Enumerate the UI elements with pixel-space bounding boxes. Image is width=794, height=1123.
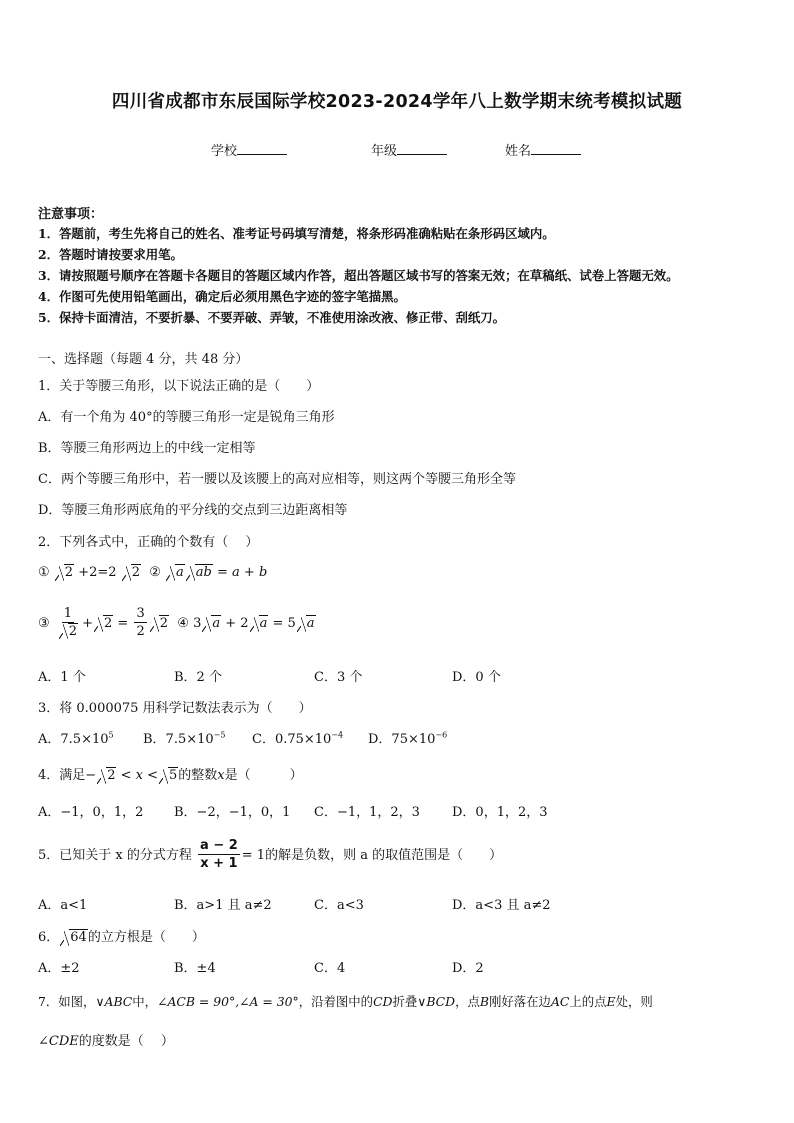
- q3-option-d: D．$75\times 10^{-6}$: [368, 730, 448, 747]
- sqrt-symbol: 2: [150, 616, 169, 631]
- notice-item: 3．请按照题号顺序在答题卡各题目的答题区域内作答，超出答题区域书写的答案无效；在草稿纸、试卷上答题无效。: [38, 268, 679, 283]
- expr-2-tail: = a + b: [217, 565, 268, 580]
- q1-option-d: D．等腰三角形两底角的平分线的交点到三边距离相等: [38, 503, 348, 518]
- q2-option-a: A．1 个: [38, 670, 86, 685]
- grade-label: 年级: [371, 144, 398, 159]
- expr-1-mid: +2=2: [78, 565, 117, 580]
- grade-field[interactable]: [371, 140, 447, 159]
- fraction: $\frac{3}{2}$: [136, 606, 145, 639]
- expr-2-mark: ②: [149, 565, 161, 580]
- sqrt-symbol: 2: [55, 565, 74, 580]
- q6-option-a: A．±2: [38, 961, 80, 976]
- sqrt-symbol: a: [166, 565, 185, 580]
- grade-blank[interactable]: [397, 142, 447, 155]
- q2-option-d: D．0 个: [452, 670, 501, 685]
- school-label: 学校: [211, 144, 238, 159]
- sqrt-symbol: a: [297, 616, 316, 631]
- q7-stem-line2: ∠CDE的度数是（ ）: [38, 1034, 174, 1049]
- q2-option-c: C．3 个: [314, 670, 363, 685]
- section-heading: 一、选择题（每题 4 分，共 48 分）: [38, 352, 249, 367]
- q5-option-d: D．a<3 且 a≠2: [452, 898, 551, 913]
- q2-stem: 2．下列各式中，正确的个数有（ ）: [38, 535, 259, 550]
- notice-item: 2．答题时请按要求用笔。: [38, 247, 183, 262]
- sqrt-symbol: a: [202, 616, 221, 631]
- sqrt-symbol: a: [250, 616, 269, 631]
- q4-option-d: D．0，1，2，3: [452, 805, 548, 820]
- fraction: $\frac{a - 2}{x + 1}$: [200, 838, 238, 871]
- sqrt-symbol: 2: [94, 616, 113, 631]
- sqrt-symbol: 2: [97, 768, 116, 783]
- q1-stem: 1．关于等腰三角形，以下说法正确的是（ ）: [38, 379, 320, 394]
- q6-option-d: D．2: [452, 961, 484, 976]
- expr-1-mark: ①: [38, 565, 50, 580]
- expr-4-mark: ④: [177, 616, 189, 631]
- q4-stem: 4．满足− 2 < x < 5的整数x是（ ）: [38, 768, 303, 783]
- notice-item: 4．作图可先使用铅笔画出，确定后必须用黑色字迹的签字笔描黑。: [38, 289, 406, 304]
- notice-heading: 注意事项：: [38, 207, 104, 222]
- q3-stem: 3．将 0.000075 用科学记数法表示为（ ）: [38, 701, 312, 716]
- fraction: $\frac{1}{2}$: [56, 606, 80, 641]
- sqrt-symbol: 2: [122, 565, 141, 580]
- notice-item: 5．保持卡面清洁，不要折暴、不要弄破、弄皱，不准使用涂改液、修正带、刮纸刀。: [38, 310, 506, 325]
- page-title: 四川省成都市东辰国际学校2023-2024学年八上数学期末统考模拟试题: [111, 92, 683, 112]
- school-blank[interactable]: [237, 142, 287, 155]
- sqrt-symbol: ab: [186, 565, 213, 580]
- notice-item: 1．答题前，考生先将自己的姓名、准考证号码填写清楚，将条形码准确粘贴在条形码区域内。: [38, 226, 555, 241]
- sqrt-symbol: 64: [60, 930, 88, 945]
- q2-expr-row2: ③ $\frac{1}{2}$ + 2 = $\frac{3}{2}$ 2 ④ 3 a + 2 a = 5 a: [38, 606, 315, 639]
- q6-option-b: B．±4: [174, 961, 216, 976]
- q7-stem-line1: 7．如图，∨ABC中，∠ACB = 90°,∠A = 30°，沿着图中的CD折叠∨BCD，点B刚好落在边AC上的点E处，则: [38, 994, 653, 1009]
- name-blank[interactable]: [531, 142, 581, 155]
- q3-option-a: A．$7.5\times 10^5$: [38, 730, 114, 747]
- q6-stem: 6． 64的立方根是（ ）: [38, 930, 205, 945]
- q4-option-a: A．−1，0，1，2: [38, 805, 144, 820]
- sqrt-symbol: 5: [159, 768, 178, 783]
- q4-option-c: C．−1，1，2，3: [314, 805, 420, 820]
- q1-option-c: C．两个等腰三角形中，若一腰以及该腰上的高对应相等，则这两个等腰三角形全等: [38, 472, 516, 487]
- school-field[interactable]: [211, 140, 287, 159]
- name-field[interactable]: [505, 140, 581, 159]
- q2-expr-row1: [38, 565, 267, 580]
- q6-option-c: C．4: [314, 961, 346, 976]
- q1-option-b: B．等腰三角形两边上的中线一定相等: [38, 441, 256, 456]
- q3-option-b: B．$7.5\times 10^{-5}$: [143, 730, 226, 747]
- expr-3-mark: ③: [38, 616, 50, 631]
- q2-option-b: B．2 个: [174, 670, 222, 685]
- q5-option-b: B．a>1 且 a≠2: [174, 898, 272, 913]
- q1-option-a: A．有一个角为 40°的等腰三角形一定是锐角三角形: [38, 410, 335, 425]
- q5-option-a: A．a<1: [38, 898, 88, 913]
- q5-stem: 5．已知关于 x 的分式方程 $\frac{a - 2}{x + 1}$ = 1的解是负数，则 a 的取值范围是（ ）: [38, 838, 503, 871]
- q4-option-b: B．−2，−1，0，1: [174, 805, 291, 820]
- q3-option-c: C．$0.75\times 10^{-4}$: [252, 730, 344, 747]
- name-label: 姓名: [505, 144, 532, 159]
- q5-option-c: C．a<3: [314, 898, 364, 913]
